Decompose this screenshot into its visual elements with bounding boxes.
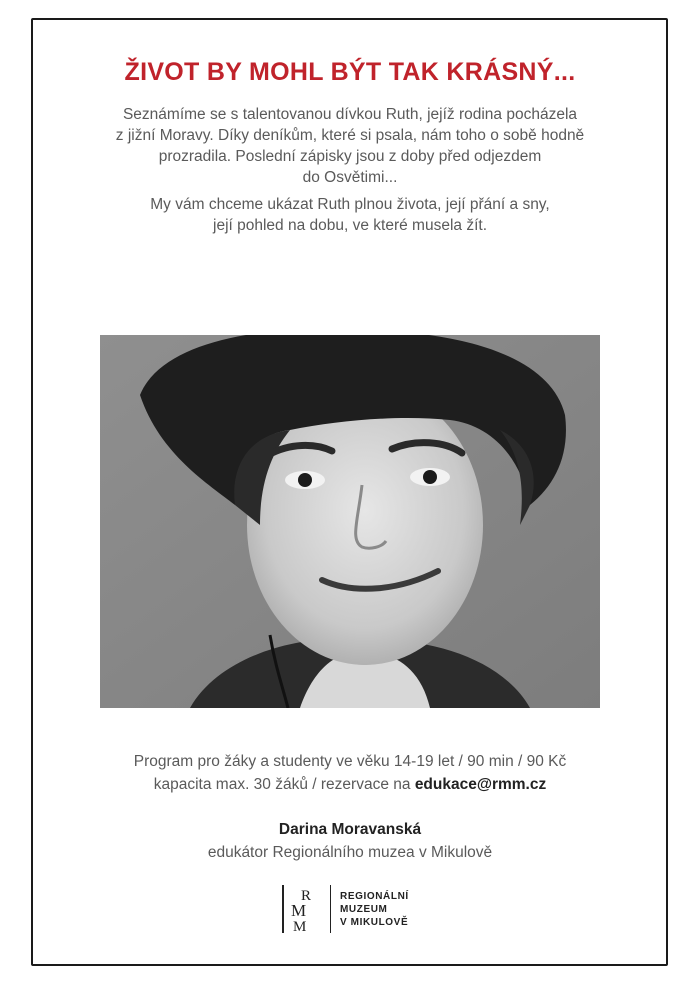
intro-line: prozradila. Poslední zápisky jsou z doby před odjezdem [158, 148, 542, 165]
author-name: Darina Moravanská [278, 821, 422, 838]
capacity-reservation [60, 773, 640, 796]
intro-paragraph-1 [90, 104, 610, 188]
intro-line: My vám chceme ukázat Ruth plnou života, její přání a sny, [150, 196, 550, 213]
intro-line: do Osvětimi... [302, 169, 398, 186]
museum-name [340, 890, 409, 929]
capacity-text: kapacita max. 30 žáků / rezervace na [153, 776, 415, 793]
svg-text:M: M [290, 901, 306, 920]
author-block [60, 818, 640, 864]
svg-text:R: R [300, 888, 311, 904]
logo-right-bar [330, 885, 332, 933]
museum-logo [282, 884, 409, 934]
author-role: edukátor Regionálního muzea v Mikulově [207, 844, 493, 861]
museum-name-line: V MIKULOVĚ [340, 916, 409, 928]
museum-name-line: REGIONÁLNÍ [340, 890, 409, 902]
program-details: Program pro žáky a studenty ve věku 14-19 let / 90 min / 90 Kč [133, 753, 567, 770]
intro-text [90, 104, 610, 242]
intro-paragraph-2 [90, 194, 610, 236]
svg-text:M: M [292, 919, 306, 933]
intro-line: její pohled na dobu, ve které musela žít. [213, 217, 487, 234]
rmm-monogram-icon [284, 884, 330, 934]
portrait-illustration [100, 335, 600, 708]
reservation-email-link[interactable]: edukace@rmm.cz [414, 776, 547, 793]
museum-name-line: MUZEUM [340, 903, 388, 915]
program-info [60, 750, 640, 796]
portrait-photo [100, 335, 600, 708]
monogram-glyph [287, 885, 327, 933]
intro-line: z jižní Moravy. Díky deníkům, které si psala, nám toho o sobě hodně [115, 127, 585, 144]
intro-line: Seznámíme se s talentovanou dívkou Ruth, jejíž rodina pocházela [122, 106, 578, 123]
poster-title: ŽIVOT BY MOHL BÝT TAK KRÁSNÝ... [124, 58, 576, 86]
